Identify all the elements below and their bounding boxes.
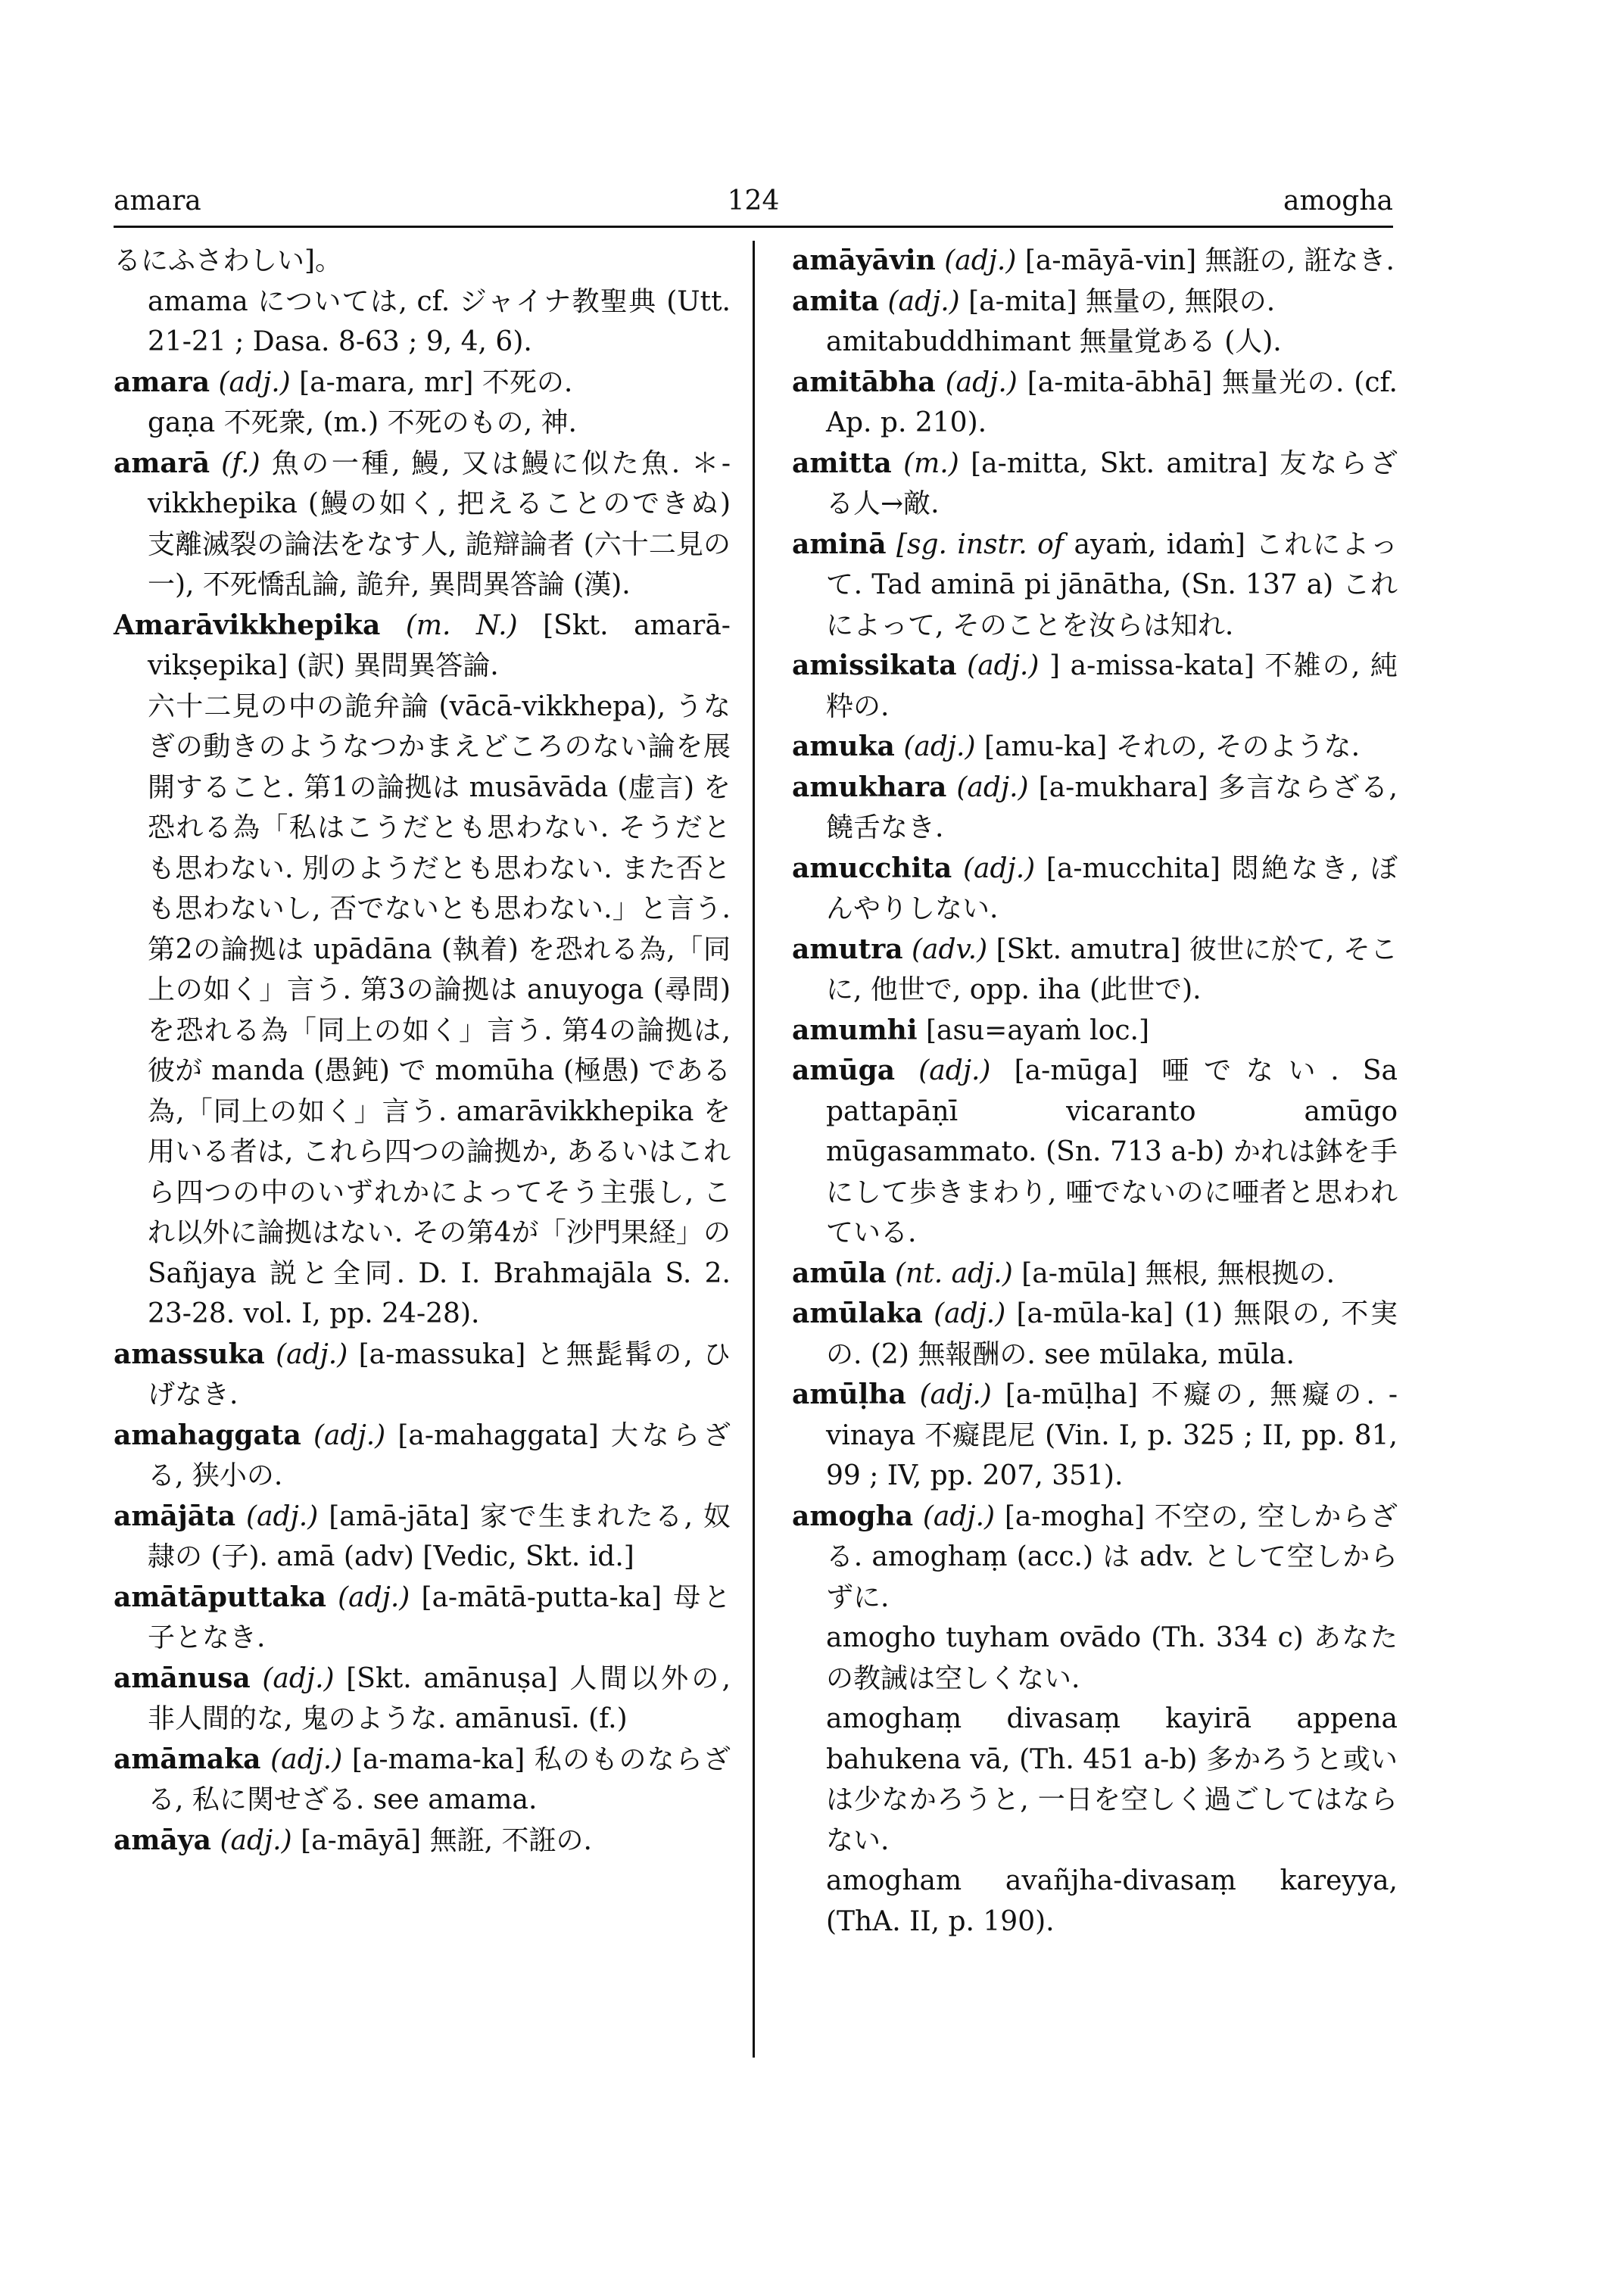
grammar-label: (adj.) xyxy=(338,1581,410,1613)
entry-body xyxy=(792,768,1398,849)
entry-body xyxy=(792,525,1398,646)
grammar-label: [sg. instr. of xyxy=(896,528,1064,560)
dictionary-entry xyxy=(792,525,1398,646)
grammar-label: (adj.) xyxy=(918,1055,991,1086)
grammar-label: (adj.) xyxy=(246,1500,319,1532)
headword: amūḷha xyxy=(792,1379,906,1410)
headword: amutra xyxy=(792,933,903,965)
definition-text: amogham avañjha-divasaṃ kareyya, (ThA. II, p. 190). xyxy=(826,1865,1398,1937)
dictionary-entry xyxy=(792,1618,1398,1699)
headword: amāya xyxy=(114,1824,211,1856)
page-number: 124 xyxy=(727,185,780,217)
dictionary-entry xyxy=(114,1578,731,1659)
header-rule xyxy=(114,226,1393,228)
entry-body xyxy=(792,646,1398,727)
dictionary-entry xyxy=(792,768,1398,849)
headword: amara xyxy=(114,366,210,398)
dictionary-entry xyxy=(792,1051,1398,1254)
definition-text: [a-mātā-putta-ka] 母と子となき. xyxy=(148,1581,731,1653)
dictionary-entry xyxy=(792,1011,1398,1051)
entry-body xyxy=(792,930,1398,1011)
grammar-label: (adj.) xyxy=(262,1662,335,1694)
entry-body xyxy=(792,444,1398,525)
entry-body xyxy=(114,687,731,1335)
entry-body xyxy=(114,1821,731,1862)
left-guide-word: amara xyxy=(114,185,201,217)
headword: amūga xyxy=(792,1055,896,1086)
definition-text: amama については, cf. ジャイナ教聖典 (Utt. 21-21 ; Dasa. 8-63 ; 9, 4, 6). xyxy=(148,285,731,357)
grammar-label: (adj.) xyxy=(220,1824,292,1856)
left-column xyxy=(114,241,731,1861)
definition-text: [a-mukhara] 多言ならざる, 饒舌なき. xyxy=(826,771,1398,843)
grammar-label: (adj.) xyxy=(270,1743,343,1775)
entry-body xyxy=(114,1416,731,1497)
definition-text: [amu-ka] それの, そのような. xyxy=(983,731,1361,762)
entry-body xyxy=(114,1659,731,1740)
entry-body xyxy=(792,849,1398,930)
entry-body xyxy=(114,241,731,282)
grammar-label: (adj.) xyxy=(276,1338,348,1370)
dictionary-entry xyxy=(792,1375,1398,1497)
headword: amukhara xyxy=(792,771,947,803)
definition-text: amitabuddhimant 無量覚ある (人). xyxy=(826,326,1282,357)
entry-body xyxy=(792,241,1398,282)
headword: amuka xyxy=(792,731,895,762)
dictionary-entry xyxy=(114,282,731,363)
entry-body xyxy=(792,1011,1398,1051)
entry-body xyxy=(114,363,731,403)
definition-text: [a-massuka] と無髭髯の, ひげなき. xyxy=(148,1338,731,1410)
definition-text: [Skt. amānuṣa] 人間以外の, 非人間的な, 鬼のような. amānusī. (f.) xyxy=(148,1662,731,1734)
headword: amitābha xyxy=(792,366,936,398)
entry-body xyxy=(114,444,731,606)
grammar-label: (adj.) xyxy=(903,731,976,762)
dictionary-entry xyxy=(114,403,731,444)
dictionary-entry xyxy=(114,1497,731,1578)
headword: amājāta xyxy=(114,1500,236,1532)
headword: amāyāvin xyxy=(792,245,936,276)
definition-text: 六十二見の中の詭弁論 (vācā-vikkhepa), うなぎの動きのようなつかまえどころのない論を展開すること. 第1の論拠は musāvāda (虚言) を恐れる為「私はこうだとも思わない. そうだとも思わない. 別のようだとも思わない. また否とも思わないし, 否でないとも思わない.」と言う. 第2の論拠は upādāna (執着) を恐れる為,「同上の如く」言う. 第3の論拠は anuyoga (尋問) を恐れる為「同上の如く」言う. 第4の論拠は, 彼が manda (愚鈍) で momūha (極愚) である為,「同上の如く」言う. amarāvikkhepika を用いる者は, これら四つの論拠か, あるいはこれら四つの中のいずれかによってそう主張し, これ以外に論拠はない. その第4が「沙門果経」の Sañjaya 説と全同. D. I. Brahmajāla S. 2. 23-28. vol. I, pp. 24-28). xyxy=(148,690,731,1329)
entry-body xyxy=(114,606,731,687)
grammar-label: (adj.) xyxy=(967,650,1040,681)
definition-text: [Skt. amarā-vikṣepika] (訳) 異問異答論. xyxy=(148,609,731,681)
dictionary-entry xyxy=(792,363,1398,444)
headword: amissikata xyxy=(792,650,957,681)
definition-text: [asu=ayaṁ loc.] xyxy=(926,1014,1150,1046)
dictionary-entry xyxy=(792,646,1398,727)
dictionary-entry xyxy=(792,1497,1398,1618)
grammar-label: (m. N.) xyxy=(405,609,518,641)
dictionary-entry xyxy=(792,241,1398,282)
dictionary-entry xyxy=(792,1699,1398,1861)
entry-body xyxy=(792,1497,1398,1618)
dictionary-entry xyxy=(114,1659,731,1740)
grammar-label: (adj.) xyxy=(962,852,1036,884)
entry-body xyxy=(792,282,1398,322)
headword: aminā xyxy=(792,528,887,560)
definition-text: [a-mūḷha] 不癡の, 無癡の. -vinaya 不癡毘尼 (Vin. I, p. 325 ; II, pp. 81, 99 ; IV, pp. 207, 351). xyxy=(826,1379,1398,1491)
dictionary-entry xyxy=(114,1335,731,1416)
headword: amassuka xyxy=(114,1338,265,1370)
entry-body xyxy=(792,1375,1398,1497)
dictionary-entry xyxy=(114,444,731,606)
grammar-label: (adj.) xyxy=(887,285,960,317)
dictionary-entry xyxy=(114,687,731,1335)
headword: amānusa xyxy=(114,1662,251,1694)
definition-text: [a-mama-ka] 私のものならざる, 私に関せざる. see amama. xyxy=(148,1743,731,1815)
entry-body xyxy=(792,1294,1398,1375)
entry-body xyxy=(114,1740,731,1821)
headword: amūla xyxy=(792,1257,887,1289)
definition-text: 魚の一種, 鰻, 又は鰻に似た魚. ＊-vikkhepika (鰻の如く, 把えることのできぬ) 支離滅裂の論法をなす人, 詭辯論者 (六十二見の一), 不死憍乱論, 詭弁, 異問異答論 (漢). xyxy=(148,447,731,600)
entry-body xyxy=(114,1578,731,1659)
running-header xyxy=(114,185,1393,231)
grammar-label: (adj.) xyxy=(313,1419,386,1451)
dictionary-entry xyxy=(114,241,731,282)
definition-text: [a-mūla-ka] (1) 無限の, 不実の. (2) 無報酬の. see mūlaka, mūla. xyxy=(826,1298,1398,1370)
grammar-label: (adj.) xyxy=(944,245,1017,276)
definition-text: [Skt. amutra] 彼世に於て, そこに, 他世で, opp. iha (此世で). xyxy=(826,933,1398,1005)
dictionary-entry xyxy=(792,444,1398,525)
headword: amogha xyxy=(792,1500,914,1532)
right-guide-word: amogha xyxy=(1283,185,1393,217)
grammar-label: (f.) xyxy=(221,447,260,479)
definition-text: gaṇa 不死衆, (m.) 不死のもの, 神. xyxy=(148,407,577,438)
dictionary-entry xyxy=(114,606,731,687)
definition-text: [a-māyā] 無誑, 不誑の. xyxy=(301,1824,593,1856)
definition-text: amogho tuyham ovādo (Th. 334 c) あなたの教誡は空しくない. xyxy=(826,1622,1398,1694)
headword: amumhi xyxy=(792,1014,918,1046)
headword: amūlaka xyxy=(792,1298,923,1329)
definition-text: [a-mūla] 無根, 無根拠の. xyxy=(1021,1257,1336,1289)
grammar-label: (adj.) xyxy=(956,771,1029,803)
definition-text: るにふさわしい]。 xyxy=(114,245,343,276)
headword: amātāputtaka xyxy=(114,1581,326,1613)
definition-text: [a-mogha] 不空の, 空しからざる. amoghaṃ (acc.) は adv. として空しからずに. xyxy=(826,1500,1398,1613)
headword: amita xyxy=(792,285,880,317)
headword: amitta xyxy=(792,447,892,479)
dictionary-entry xyxy=(792,1861,1398,1942)
entry-body xyxy=(792,1618,1398,1699)
entry-body xyxy=(792,363,1398,444)
definition-text: [a-māyā-vin] 無誑の, 誑なき. xyxy=(1024,245,1395,276)
definition-text: amoghaṃ divasaṃ kayirā appena bahukena vā, (Th. 451 a-b) 多かろうと或いは少なかろうと, 一日を空しく過ごしてはならない. xyxy=(826,1703,1398,1856)
headword: amucchita xyxy=(792,852,952,884)
entry-body xyxy=(792,1699,1398,1861)
grammar-label: (adv.) xyxy=(912,933,988,965)
definition-text: ] a-missa-kata] 不雑の, 純粋の. xyxy=(826,650,1398,722)
dictionary-entry xyxy=(792,1294,1398,1375)
entry-body xyxy=(792,322,1398,363)
entry-body xyxy=(114,1335,731,1416)
grammar-label: (m.) xyxy=(903,447,959,479)
definition-text: [a-mahaggata] 大ならざる, 狭小の. xyxy=(148,1419,731,1491)
headword: Amarāvikkhepika xyxy=(114,609,381,641)
dictionary-entry xyxy=(792,727,1398,768)
definition-text: [a-mara, mr] 不死の. xyxy=(299,366,573,398)
headword: amarā xyxy=(114,447,210,479)
dictionary-entry xyxy=(792,322,1398,363)
entry-body xyxy=(792,1861,1398,1942)
definition-text: [a-mitta, Skt. amitra] 友ならざる人→敵. xyxy=(826,447,1398,519)
dictionary-entry xyxy=(792,849,1398,930)
dictionary-entry xyxy=(114,1821,731,1862)
entry-body xyxy=(792,1051,1398,1254)
grammar-label: (adj.) xyxy=(934,1298,1006,1329)
dictionary-entry xyxy=(792,930,1398,1011)
entry-body xyxy=(792,1254,1398,1294)
dictionary-entry xyxy=(114,363,731,403)
grammar-label: (nt. adj.) xyxy=(895,1257,1013,1289)
grammar-label: (adj.) xyxy=(919,1379,992,1410)
headword: amāmaka xyxy=(114,1743,261,1775)
grammar-label: (adj.) xyxy=(945,366,1018,398)
dictionary-entry xyxy=(114,1416,731,1497)
entry-body xyxy=(114,403,731,444)
entry-body xyxy=(114,282,731,363)
column-divider xyxy=(753,241,755,2058)
right-column xyxy=(792,241,1398,1942)
definition-text: ayaṁ, idaṁ] これによって. Tad aminā pi jānātha, (Sn. 137 a) これによって, そのことを汝らは知れ. xyxy=(826,528,1398,641)
definition-text: [amā-jāta] 家で生まれたる, 奴隷の (子). amā (adv) [Vedic, Skt. id.] xyxy=(148,1500,731,1572)
entry-body xyxy=(792,727,1398,768)
dictionary-entry xyxy=(792,1254,1398,1294)
definition-text: [a-mucchita] 悶絶なき, ぼんやりしない. xyxy=(826,852,1398,924)
definition-text: [a-mita] 無量の, 無限の. xyxy=(968,285,1276,317)
definition-text: [a-mita-ābhā] 無量光の. (cf. Ap. p. 210). xyxy=(826,366,1398,438)
headword: amahaggata xyxy=(114,1419,301,1451)
dictionary-entry xyxy=(114,1740,731,1821)
grammar-label: (adj.) xyxy=(922,1500,996,1532)
entry-body xyxy=(114,1497,731,1578)
grammar-label: (adj.) xyxy=(218,366,291,398)
definition-text: [a-mūga] 唖でない. Sa pattapāṇī vicaranto amūgo mūgasammato. (Sn. 713 a-b) かれは鉢を手にして歩きまわり, 唖でないのに唖者と思われている. xyxy=(826,1055,1398,1248)
dictionary-entry xyxy=(792,282,1398,322)
